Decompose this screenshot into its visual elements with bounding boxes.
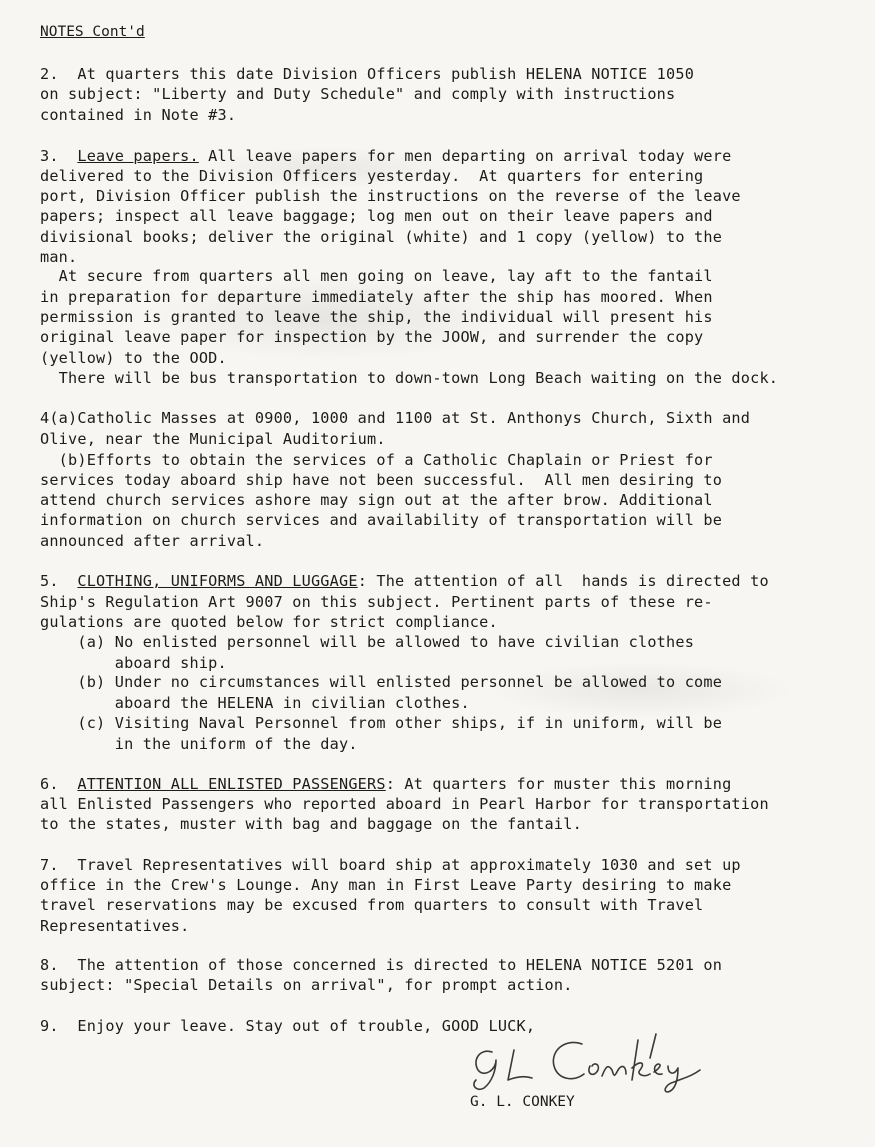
text-line: Ship's Regulation Art 9007 on this subject. Pertinent parts of these re- [40, 593, 713, 611]
text-line: information on church services and availability of transportation will be [40, 511, 723, 529]
text-line: 2. At quarters this date Division Officers publish HELENA NOTICE 1050 [40, 65, 695, 83]
text-line: in the uniform of the day. [40, 735, 358, 753]
text-line: office in the Crew's Lounge. Any man in First Leave Party desiring to make [40, 876, 732, 894]
text-line: aboard the HELENA in civilian clothes. [40, 694, 470, 712]
text-run: All leave papers for men departing on arrival today were [198, 147, 732, 165]
text-line: to the states, muster with bag and baggage on the fantail. [40, 815, 582, 833]
text-line: announced after arrival. [40, 532, 265, 550]
text-line: (b) Under no circumstances will enlisted personnel be allowed to come [40, 673, 723, 691]
text-line: port, Division Officer publish the instructions on the reverse of the leave [40, 187, 741, 205]
section-heading: Leave papers. [77, 147, 199, 165]
text-line: 8. The attention of those concerned is directed to HELENA NOTICE 5201 on [40, 956, 723, 974]
text-line: (yellow) to the OOD. [40, 349, 227, 367]
text-run: : The attention of all hands is directed to [357, 572, 769, 590]
text-line: Olive, near the Municipal Auditorium. [40, 430, 386, 448]
text-line: 4(a)Catholic Masses at 0900, 1000 and 1100 at St. Anthonys Church, Sixth and [40, 409, 751, 427]
text-line [40, 571, 769, 591]
text-line: (b)Efforts to obtain the services of a Catholic Chaplain or Priest for [40, 451, 713, 469]
text-line: (c) Visiting Naval Personnel from other ships, if in uniform, will be [40, 714, 723, 732]
section-heading: CLOTHING, UNIFORMS AND LUGGAGE [77, 572, 358, 590]
text-line: all Enlisted Passengers who reported aboard in Pearl Harbor for transportation [40, 795, 769, 813]
text-line: on subject: "Liberty and Duty Schedule" and comply with instructions [40, 85, 676, 103]
handwritten-signature [462, 1030, 712, 1094]
text-line: permission is granted to leave the ship, the individual will present his [40, 308, 713, 326]
text-line: in preparation for departure immediately after the ship has moored. When [40, 288, 713, 306]
text-line: Representatives. [40, 917, 190, 935]
item-number: 6. [40, 775, 78, 793]
text-line: services today aboard ship have not been successful. All men desiring to [40, 471, 723, 489]
text-line: At secure from quarters all men going on leave, lay aft to the fantail [40, 267, 713, 285]
text-line: aboard ship. [40, 654, 227, 672]
text-line: 7. Travel Representatives will board ship at approximately 1030 and set up [40, 856, 741, 874]
text-line [40, 146, 731, 166]
text-line: delivered to the Division Officers yesterday. At quarters for entering [40, 167, 704, 185]
text-line: divisional books; deliver the original (white) and 1 copy (yellow) to the [40, 228, 723, 246]
text-line: attend church services ashore may sign out at the after brow. Additional [40, 491, 713, 509]
page-heading: NOTES Cont'd [40, 24, 145, 40]
typed-signature-name: G. L. CONKEY [470, 1094, 575, 1110]
text-line: man. [40, 248, 78, 266]
text-line: (a) No enlisted personnel will be allowed to have civilian clothes [40, 633, 695, 651]
text-line: There will be bus transportation to down-town Long Beach waiting on the dock. [40, 369, 779, 387]
text-line [40, 774, 731, 794]
text-line: gulations are quoted below for strict compliance. [40, 613, 498, 631]
text-run: : At quarters for muster this morning [385, 775, 732, 793]
text-line: 9. Enjoy your leave. Stay out of trouble, GOOD LUCK, [40, 1017, 536, 1035]
text-line: subject: "Special Details on arrival", for prompt action. [40, 976, 573, 994]
section-heading: ATTENTION ALL ENLISTED PASSENGERS [77, 775, 386, 793]
text-line: contained in Note #3. [40, 106, 237, 124]
item-number: 3. [40, 147, 78, 165]
text-line: original leave paper for inspection by the JOOW, and surrender the copy [40, 328, 704, 346]
text-line: travel reservations may be excused from quarters to consult with Travel [40, 896, 704, 914]
text-line: papers; inspect all leave baggage; log men out on their leave papers and [40, 207, 713, 225]
item-number: 5. [40, 572, 78, 590]
